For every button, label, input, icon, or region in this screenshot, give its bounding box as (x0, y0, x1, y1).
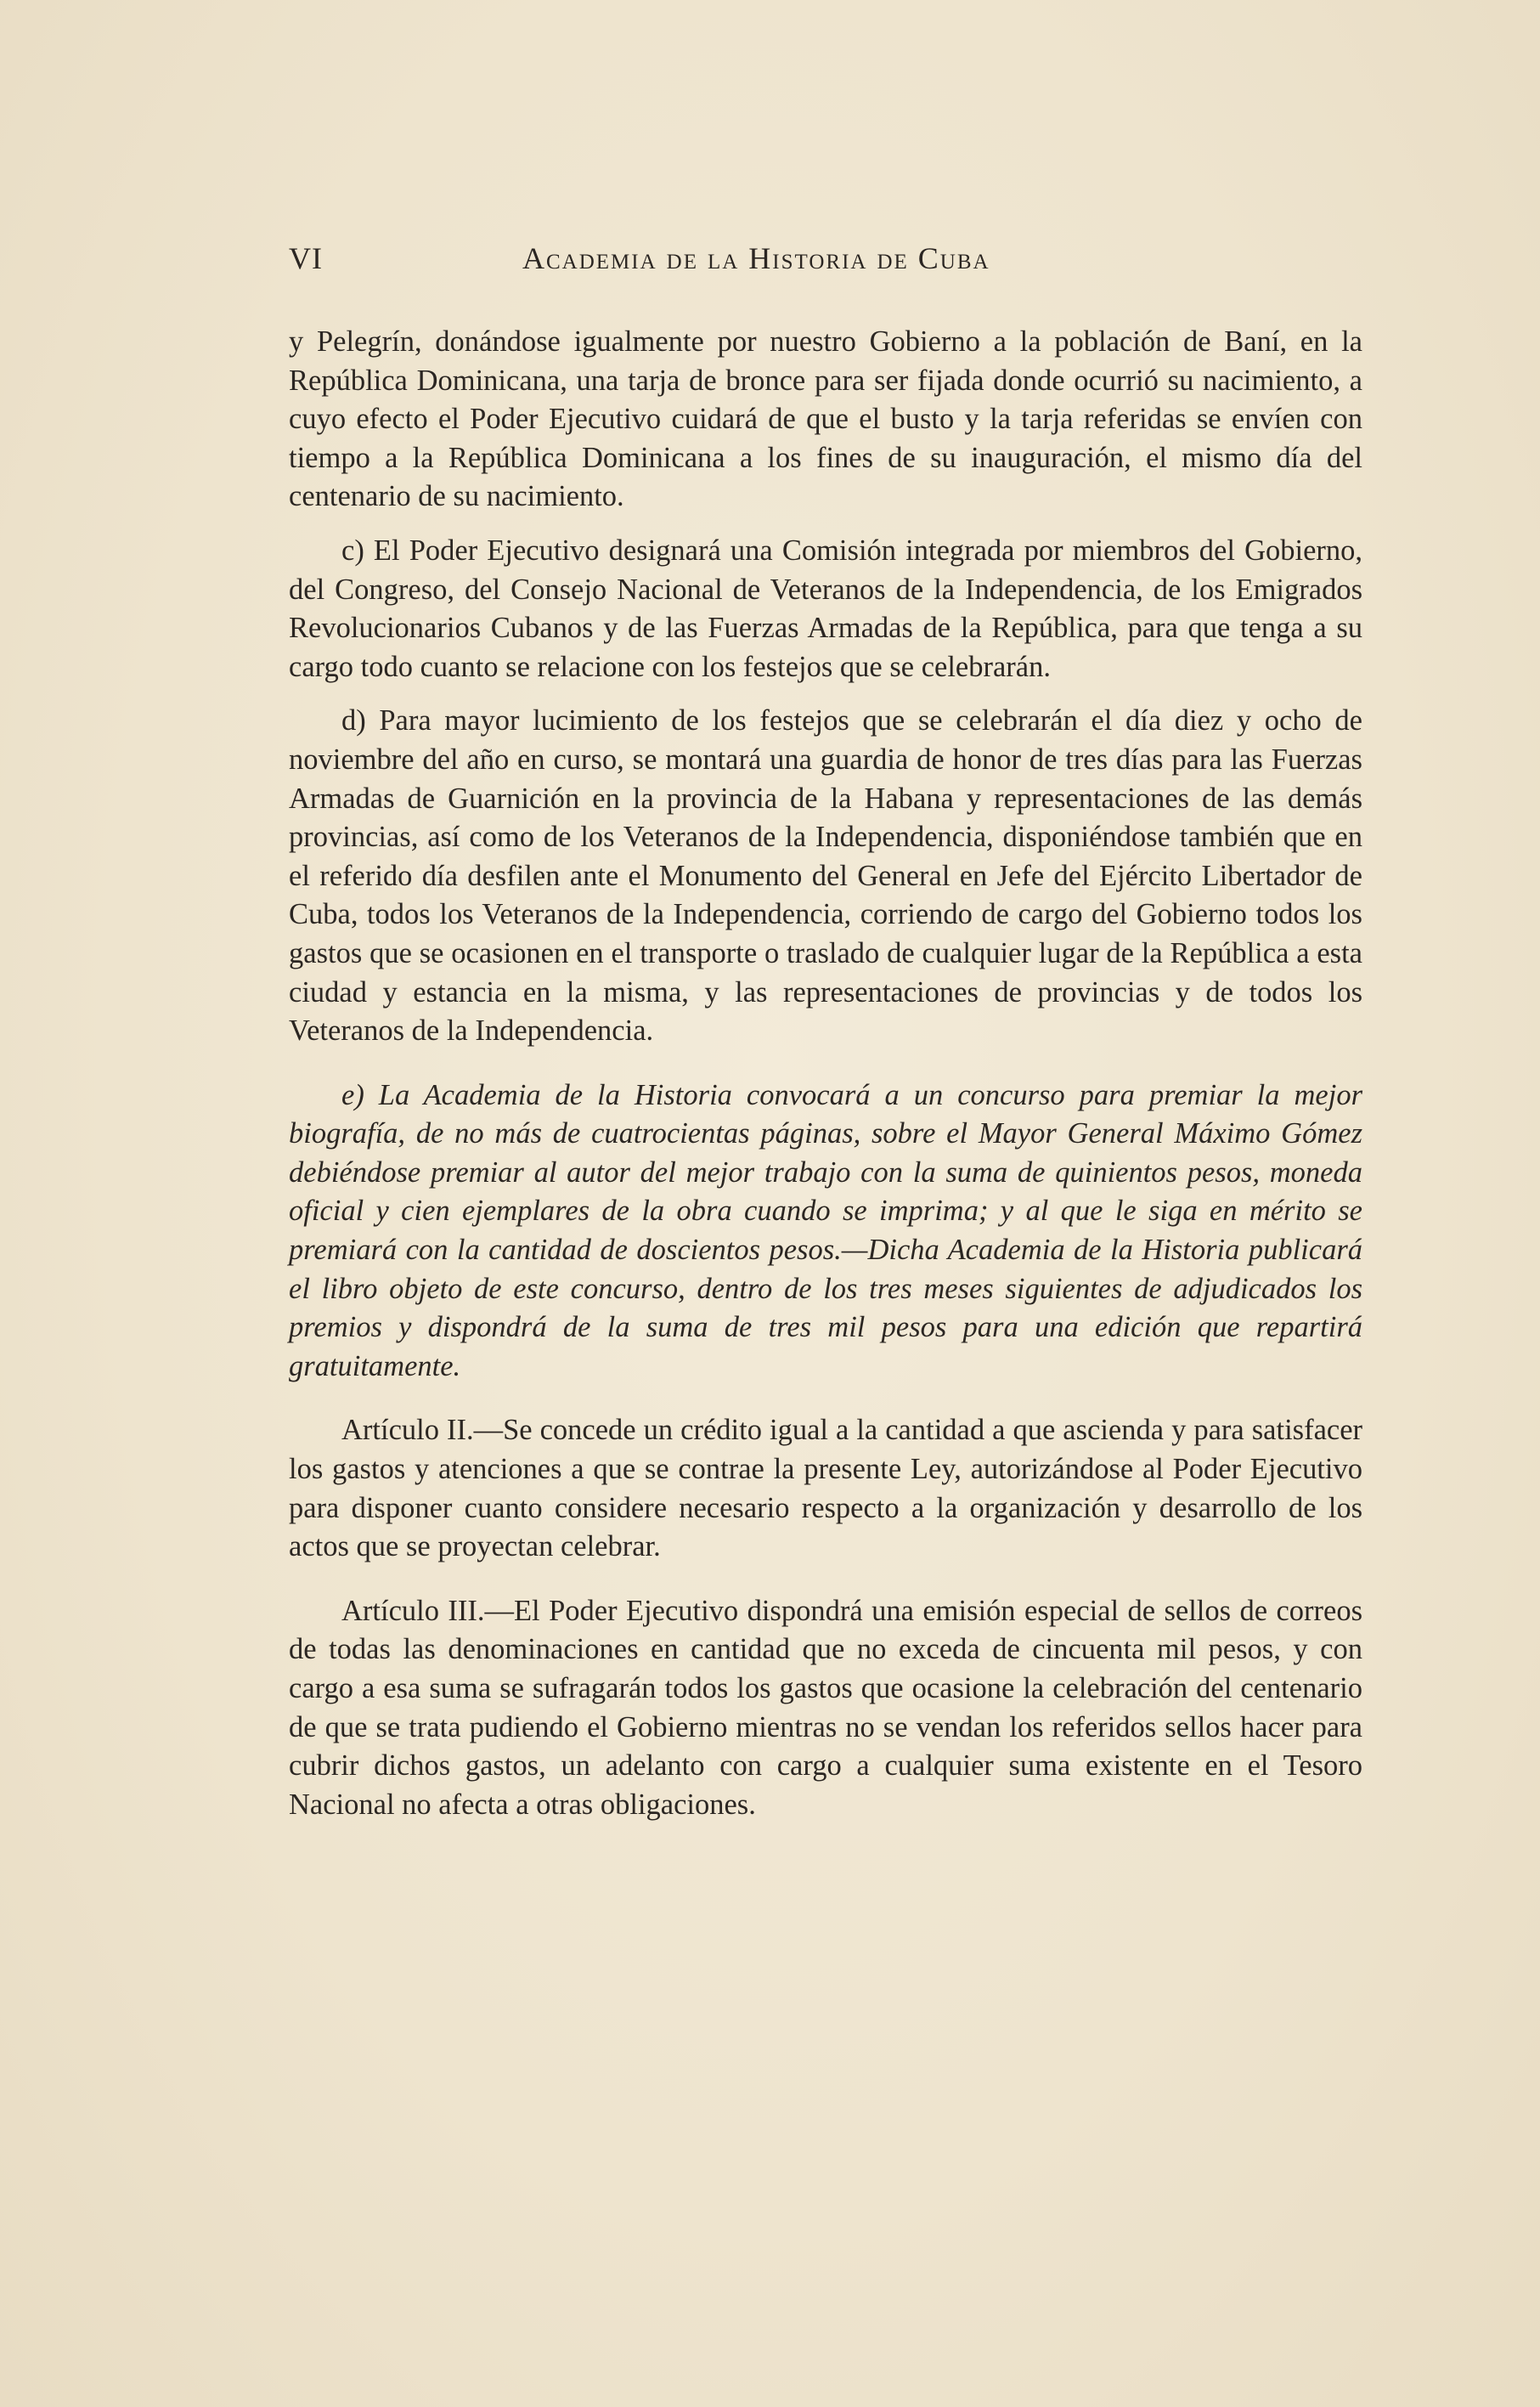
paragraph-item-c: c) El Poder Ejecutivo designará una Comisión integrada por miembros del Gobierno, del Congreso, del Consejo Nacional de Veteranos de la Independencia, de los Emigrados Revolucionarios Cubanos y de las Fuerzas Armadas de la República, para que tenga a su cargo todo cuanto se relacione con los festejos que se celebrarán. (289, 534, 1362, 683)
paragraph-article-2: Artículo II.—Se concede un crédito igual a la cantidad a que ascienda y para satisfacer los gastos y atenciones a que se contrae la presente Ley, autorizándose al Poder Ejecutivo para disponer cuanto considere necesario respecto a la organización y desarrollo de los actos que se proyectan celebrar. (289, 1414, 1362, 1563)
paragraph-continuation: y Pelegrín, donándose igualmente por nuestro Gobierno a la población de Baní, en la República Dominicana, una tarja de bronce para ser fijada donde ocurrió su nacimiento, a cuyo efecto el Poder Ejecutivo cuidará de que el busto y la tarja referidas se envíen con tiempo a la República Dominicana a los fines de su inauguración, el mismo día del centenario de su nacimiento. (289, 325, 1362, 513)
body-text (289, 323, 1362, 1824)
running-title: Academia de la Historia de Cuba (522, 241, 990, 275)
paragraph-article-3: Artículo III.—El Poder Ejecutivo dispondrá una emisión especial de sellos de correos de todas las denominaciones en cantidad que no exceda de cincuenta mil pesos, y con cargo a esa suma se sufragarán todos los gastos que ocasione la celebración del centenario de que se trata pudiendo el Gobierno mientras no se vendan los referidos sellos hacer para cubrir dichos gastos, un adelanto con cargo a cualquier suma existente en el Tesoro Nacional no afecta a otras obligaciones. (289, 1594, 1362, 1821)
paragraph-item-d: d) Para mayor lucimiento de los festejos que se celebrarán el día diez y ocho de noviembre del año en curso, se montará una guardia de honor de tres días para las Fuerzas Armadas de Guarnición en la provincia de la Habana y representaciones de las demás provincias, así como de los Veteranos de la Independencia, disponiéndose también que en el referido día desfilen ante el Monumento del General en Jefe del Ejército Libertador de Cuba, todos los Veteranos de la Independencia, corriendo de cargo del Gobierno todos los gastos que se ocasionen en el transporte o traslado de cualquier lugar de la República a esta ciudad y estancia en la misma, y las representaciones de provincias y de todos los Veteranos de la Independencia. (289, 704, 1362, 1048)
paragraph-item-e: e) La Academia de la Historia convocará a un concurso para premiar la mejor biografía, de no más de cuatrocientas páginas, sobre el Mayor General Máximo Gómez debiéndose premiar al autor del mejor trabajo con la suma de quinientos pesos, moneda oficial y cien ejemplares de la obra cuando se imprima; y al que le siga en mérito se premiará con la cantidad de doscientos pesos.—Dicha Academia de la Historia publicará el libro objeto de este concurso, dentro de los tres meses siguientes de adjudicados los premios y dispondrá de la suma de tres mil pesos para una edición que repartirá gratuitamente. (289, 1078, 1362, 1382)
page-header (289, 240, 1362, 283)
page-number: VI (289, 241, 323, 275)
